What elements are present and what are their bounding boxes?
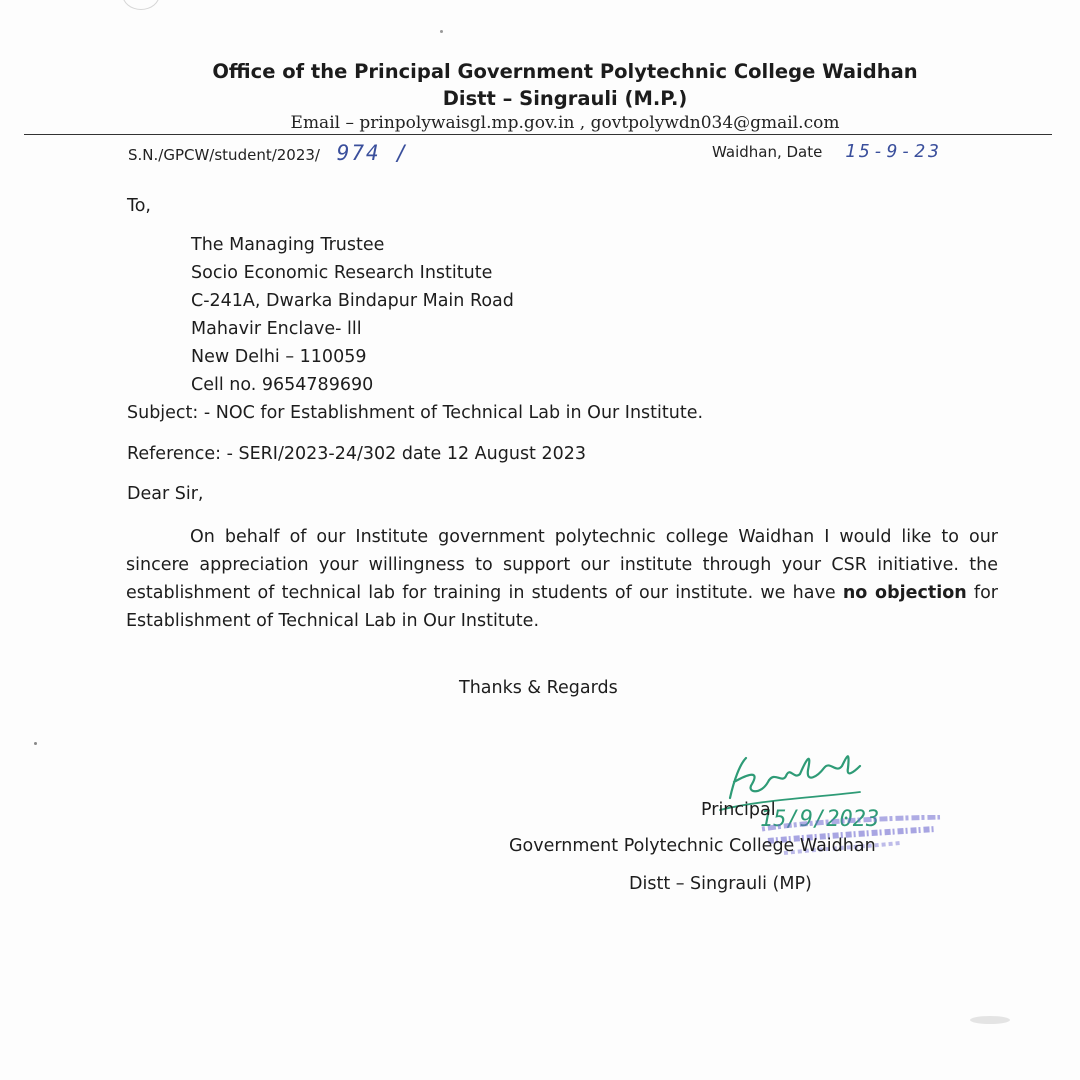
to-line: To,	[127, 196, 151, 216]
address-line: The Managing Trustee	[191, 235, 385, 255]
signatory-org: Government Polytechnic College Waidhan	[509, 836, 876, 856]
scan-smudge	[122, 0, 160, 10]
reference-line: Reference: - SERI/2023-24/302 date 12 August 2023	[127, 444, 587, 464]
scan-speck	[970, 1016, 1010, 1024]
signatory-district: Distt – Singrauli (MP)	[629, 874, 812, 894]
place-date-label: Waidhan, Date	[712, 143, 823, 161]
subject-line: Subject: - NOC for Establishment of Technical Lab in Our Institute.	[127, 403, 704, 423]
salutation: Dear Sir,	[127, 484, 204, 504]
address-line: Cell no. 9654789690	[191, 375, 374, 395]
serial-prefix: S.N./GPCW/student/2023/	[128, 146, 320, 164]
scan-speck	[440, 30, 443, 33]
letterhead-divider	[24, 134, 1052, 135]
body-text-end: for Establishment of Technical Lab in Our Institute.	[126, 583, 998, 631]
body-paragraph	[126, 523, 998, 635]
serial-number	[128, 141, 410, 165]
letterhead-email: Email – prinpolywaisgl.mp.gov.in , govtpolywdn034@gmail.com	[290, 113, 840, 133]
address-line: New Delhi – 110059	[191, 347, 367, 367]
date-handwritten: 15-9-23	[845, 141, 942, 162]
body-text-bold: no objection	[842, 583, 967, 603]
address-line: C-241A, Dwarka Bindapur Main Road	[191, 291, 514, 311]
address-line: Mahavir Enclave- lll	[191, 319, 362, 339]
letterhead-district: Distt – Singrauli (M.P.)	[442, 87, 688, 110]
closing: Thanks & Regards	[459, 678, 618, 698]
address-line: Socio Economic Research Institute	[191, 263, 493, 283]
body-text-start: On behalf of our Institute government polytechnic college Waidhan I would like to our sincere appreciation your willingness to support our institute through your CSR initiative. the establishment of technical lab for training in students of our institute. we have	[126, 527, 998, 603]
letterhead-title: Office of the Principal Government Polytechnic College Waidhan	[212, 60, 918, 83]
signatory-title: Principal	[701, 800, 776, 820]
serial-handwritten: 974 /	[336, 141, 410, 165]
place-date	[712, 141, 942, 162]
scan-speck	[34, 742, 37, 745]
signature-date: 15/9/2023	[760, 807, 880, 830]
